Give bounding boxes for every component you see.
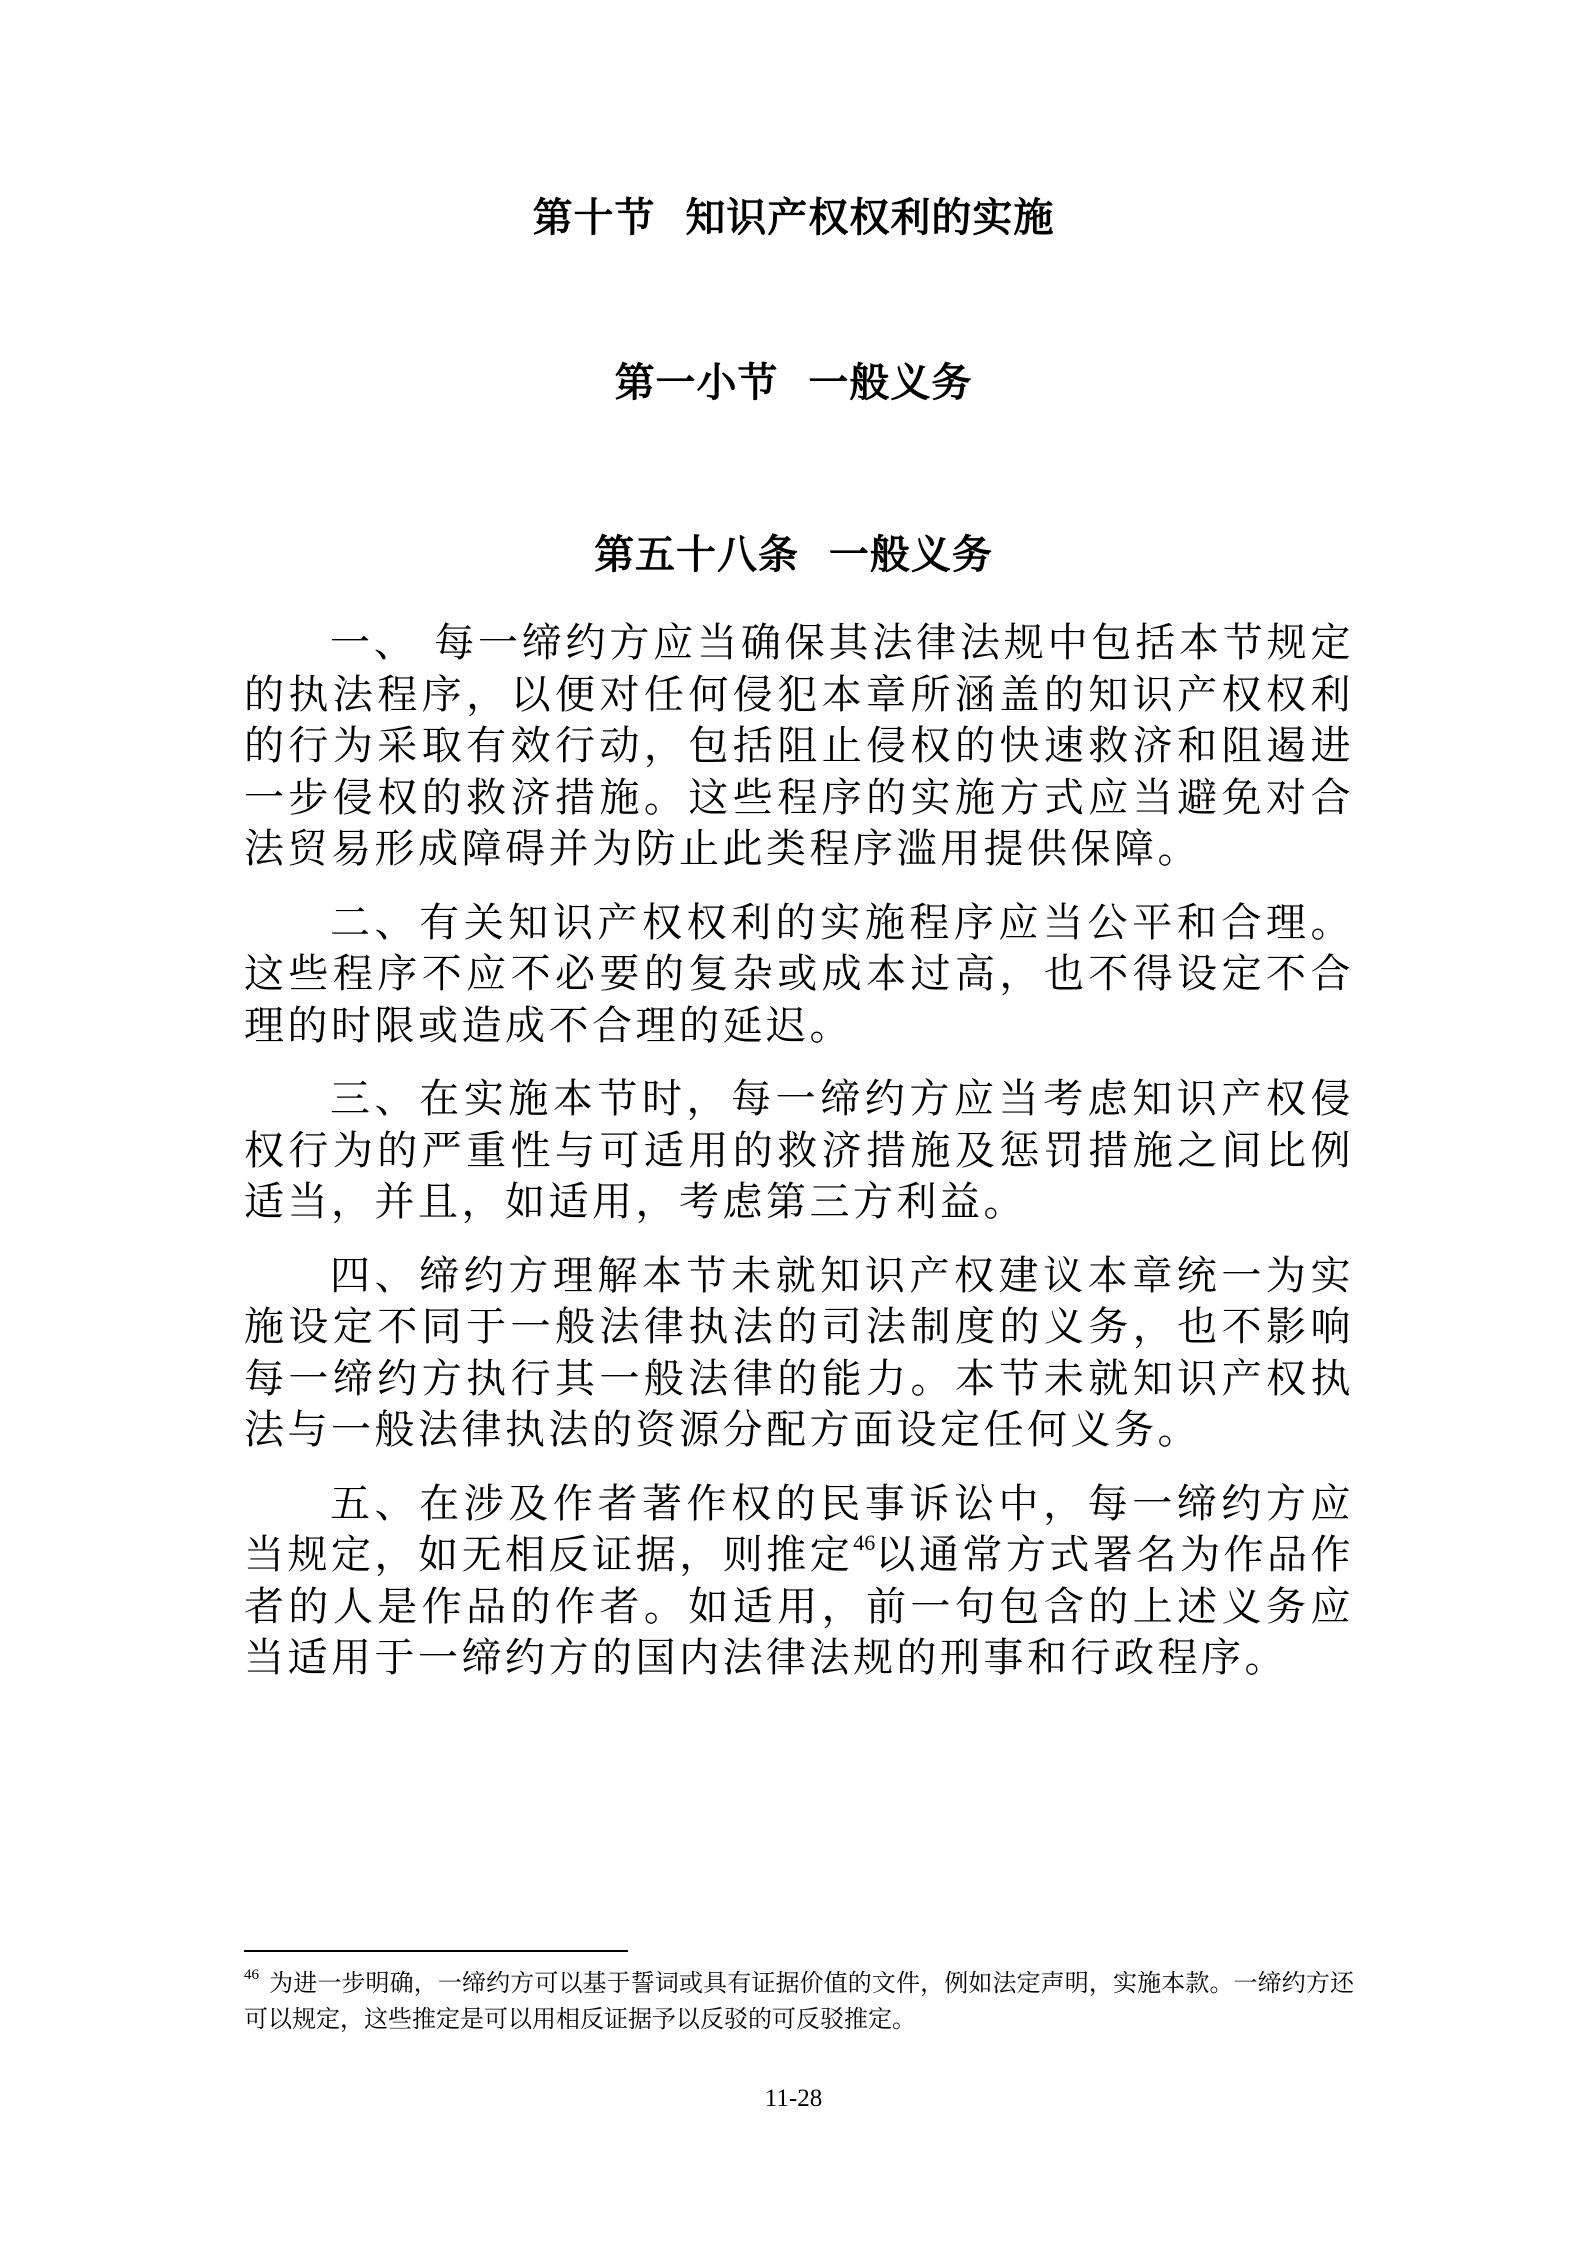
paragraph-5-text-before: 五、在涉及作者著作权的民事诉讼中，每一缔约方应当规定，如无相反证据，则推定 xyxy=(244,1480,1354,1578)
article-title: 第五十八条 一般义务 xyxy=(594,532,993,578)
footnote xyxy=(244,1965,1354,2037)
subsection-title: 第一小节 一般义务 xyxy=(614,360,973,406)
paragraph-3: 三、在实施本节时，每一缔约方应当考虑知识产权侵权行为的严重性与可适用的救济措施及惩罚措施之间比例适当，并且，如适用，考虑第三方利益。 xyxy=(244,1076,1354,1225)
footnote-text: 为进一步明确，一缔约方可以基于誓词或具有证据价值的文件，例如法定声明，实施本款。一缔约方还可以规定，这些推定是可以用相反证据予以反驳的可反驳推定。 xyxy=(244,1969,1354,2033)
paragraph-2: 二、有关知识产权权利的实施程序应当公平和合理。这些程序不应不必要的复杂或成本过高，也不得设定不合理的时限或造成不合理的延迟。 xyxy=(244,899,1354,1049)
paragraph-4: 四、缔约方理解本节未就知识产权建议本章统一为实施设定不同于一般法律执法的司法制度的义务，也不影响每一缔约方执行其一般法律的能力。本节未就知识产权执法与一般法律执法的资源分配方面设定任何义务。 xyxy=(244,1252,1354,1453)
page-number: 11-28 xyxy=(764,2085,823,2112)
footnote-reference[interactable]: 46 xyxy=(853,1530,876,1555)
footnote-divider xyxy=(244,1950,628,1952)
article-body xyxy=(244,618,1354,1707)
paragraph-5 xyxy=(244,1479,1354,1685)
section-title: 第十节 知识产权权利的实施 xyxy=(532,195,1055,241)
paragraph-1: 一、 每一缔约方应当确保其法律法规中包括本节规定的执法程序，以便对任何侵犯本章所涵盖的知识产权权利的行为采取有效行动，包括阻止侵权的快速救济和阻遏进一步侵权的救济措施。这些程序的实施方式应当避免对合法贸易形成障碍并为防止此类程序滥用提供保障。 xyxy=(244,620,1354,872)
paragraph-5-text-after: 以通常方式署名为作品作者的人是作品的作者。如适用，前一句包含的上述义务应当适用于一缔约方的国内法律法规的刑事和行政程序。 xyxy=(244,1532,1355,1681)
footnote-number: 46 xyxy=(244,1967,259,1983)
